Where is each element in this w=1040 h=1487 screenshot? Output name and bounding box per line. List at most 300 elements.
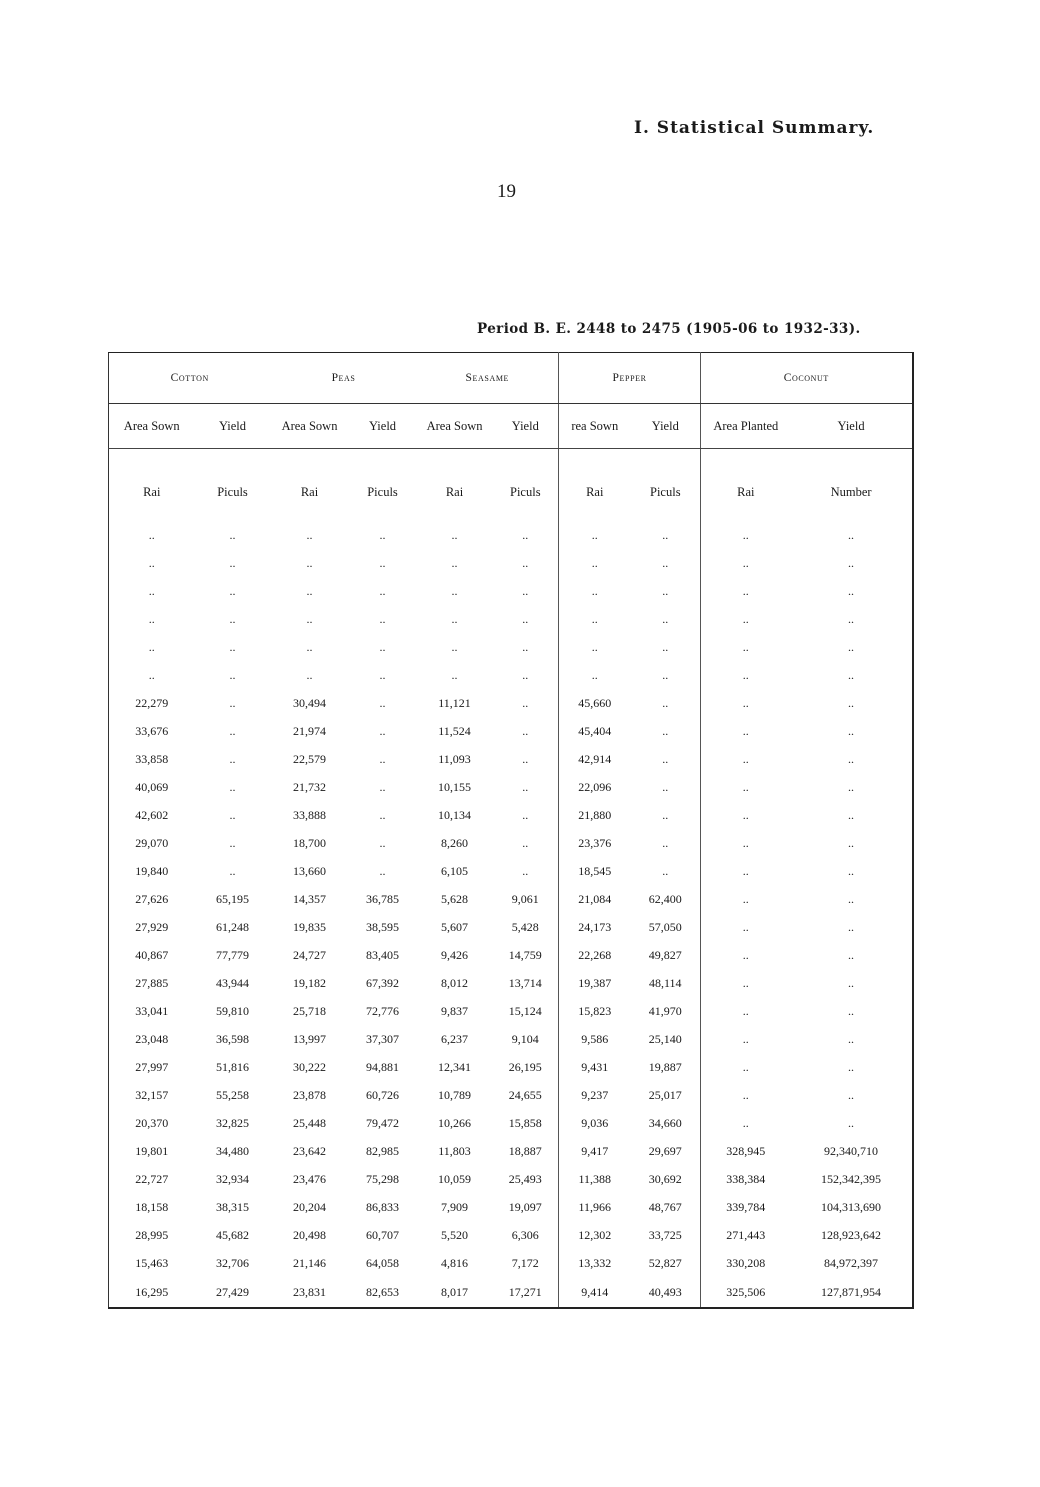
table-cell: 13,997	[293, 1031, 327, 1046]
table-cell: 26,195	[493, 1053, 559, 1081]
table-row	[109, 689, 913, 717]
table-row	[109, 829, 913, 857]
table-cell: 29,070	[109, 829, 195, 857]
crop-header-seasame: Seasame	[417, 353, 559, 404]
table-cell: 60,726	[366, 1087, 400, 1102]
table-cell: ..	[591, 667, 598, 682]
table-cell: ..	[109, 661, 195, 689]
table-cell: 8,017	[417, 1277, 493, 1308]
table-cell: ..	[742, 723, 749, 738]
table-cell: 75,298	[366, 1171, 400, 1186]
table-cell: ..	[791, 689, 913, 717]
table-cell: 65,195	[216, 891, 249, 906]
table-cell: 55,258	[216, 1087, 249, 1102]
table-cell: 11,524	[438, 723, 471, 738]
table-cell: 27,885	[109, 969, 195, 997]
table-cell: 6,105	[441, 863, 469, 878]
table-cell: 33,725	[631, 1221, 701, 1249]
table-cell: ..	[229, 863, 236, 878]
table-cell: ..	[631, 661, 701, 689]
column-header: Yield	[631, 404, 701, 449]
table-cell: 19,835	[293, 919, 327, 934]
table-cell: ..	[306, 611, 313, 626]
table-row	[109, 1081, 913, 1109]
column-header-row	[109, 404, 913, 449]
table-cell: 40,493	[631, 1277, 701, 1308]
unit-label: Rai	[586, 484, 604, 499]
table-cell: ..	[591, 639, 598, 654]
table-cell: ..	[229, 583, 236, 598]
table-row	[109, 521, 913, 549]
table-cell: 21,084	[578, 891, 612, 906]
table-cell: ..	[379, 779, 386, 794]
table-cell: ..	[742, 947, 749, 962]
table-cell: 86,833	[366, 1199, 400, 1214]
table-cell: 13,714	[493, 969, 559, 997]
table-cell: 9,431	[581, 1059, 609, 1074]
table-cell: 30,222	[293, 1059, 327, 1074]
table-cell: ..	[451, 555, 458, 570]
table-cell: 21,732	[293, 779, 327, 794]
table-cell: ..	[631, 521, 701, 549]
table-cell: ..	[379, 723, 386, 738]
table-cell: 9,414	[559, 1277, 631, 1308]
table-cell: 19,387	[578, 975, 612, 990]
table-cell: 24,655	[493, 1081, 559, 1109]
table-cell: 37,307	[366, 1031, 400, 1046]
table-cell: ..	[791, 1053, 913, 1081]
table-cell: 15,823	[578, 1003, 612, 1018]
table-cell: ..	[791, 1025, 913, 1053]
table-cell: 22,096	[578, 779, 612, 794]
table-cell: 19,097	[493, 1193, 559, 1221]
table-row	[109, 745, 913, 773]
table-row	[109, 773, 913, 801]
table-cell: ..	[493, 549, 559, 577]
table-cell: ..	[742, 751, 749, 766]
table-cell: ..	[379, 555, 386, 570]
table-cell: ..	[742, 639, 749, 654]
table-cell: ..	[631, 689, 701, 717]
table-cell: ..	[229, 527, 236, 542]
table-cell: ..	[742, 695, 749, 710]
table-cell: 152,342,395	[791, 1165, 913, 1193]
table-cell: 9,426	[441, 947, 469, 962]
table-cell: 45,682	[216, 1227, 249, 1242]
table-cell: ..	[791, 1081, 913, 1109]
table-cell: ..	[591, 583, 598, 598]
column-header: rea Sown	[559, 404, 631, 449]
table-cell: ..	[631, 829, 701, 857]
table-cell: ..	[742, 779, 749, 794]
table-cell: 23,642	[293, 1143, 327, 1158]
table-cell: ..	[229, 667, 236, 682]
table-row	[109, 997, 913, 1025]
table-cell: 11,388	[578, 1171, 612, 1186]
table-cell: 25,140	[631, 1025, 701, 1053]
table-cell: 10,266	[438, 1115, 472, 1130]
table-cell: 52,827	[631, 1249, 701, 1277]
table-cell: ..	[742, 611, 749, 626]
table-row	[109, 1165, 913, 1193]
table-cell: 330,208	[726, 1255, 766, 1270]
table-cell: ..	[493, 801, 559, 829]
table-cell: 33,676	[109, 717, 195, 745]
table-cell: ..	[229, 611, 236, 626]
table-cell: 21,146	[293, 1255, 327, 1270]
column-header: Area Sown	[417, 404, 493, 449]
table-cell: 328,945	[726, 1143, 766, 1158]
unit-label: Rai	[109, 449, 195, 522]
table-cell: 82,653	[349, 1277, 417, 1308]
table-cell: 127,871,954	[791, 1277, 913, 1308]
table-row	[109, 1249, 913, 1277]
table-cell: 20,370	[109, 1109, 195, 1137]
table-cell: 43,944	[216, 975, 249, 990]
table-cell: 77,779	[216, 947, 249, 962]
table-cell: ..	[631, 717, 701, 745]
table-cell: ..	[109, 633, 195, 661]
table-cell: ..	[229, 695, 236, 710]
table-cell: 45,660	[578, 695, 612, 710]
table-cell: ..	[791, 857, 913, 885]
table-cell: 5,428	[493, 913, 559, 941]
statistics-table-container	[108, 352, 912, 1299]
crop-header-peas: Peas	[271, 353, 417, 404]
crop-header-cotton: Cotton	[109, 353, 271, 404]
table-cell: 22,579	[293, 751, 327, 766]
table-cell: ..	[631, 857, 701, 885]
table-cell: 27,429	[195, 1277, 271, 1308]
column-header: Area Sown	[271, 404, 349, 449]
table-cell: 9,104	[493, 1025, 559, 1053]
table-cell: 19,801	[109, 1137, 195, 1165]
table-cell: ..	[791, 941, 913, 969]
table-cell: ..	[742, 891, 749, 906]
table-cell: ..	[631, 773, 701, 801]
table-row	[109, 661, 913, 689]
table-cell: ..	[229, 807, 236, 822]
table-cell: 271,443	[726, 1227, 766, 1242]
table-cell: 36,785	[366, 891, 400, 906]
table-cell: 29,697	[631, 1137, 701, 1165]
unit-label: Piculs	[631, 449, 701, 522]
table-row	[109, 801, 913, 829]
table-cell: 41,970	[631, 997, 701, 1025]
column-header: Area Planted	[701, 404, 791, 449]
table-cell: 338,384	[726, 1171, 766, 1186]
table-cell: ..	[306, 639, 313, 654]
table-cell: 33,041	[109, 997, 195, 1025]
table-cell: 33,858	[109, 745, 195, 773]
table-cell: 17,271	[493, 1277, 559, 1308]
table-cell: 23,048	[109, 1025, 195, 1053]
table-cell: 32,157	[109, 1081, 195, 1109]
table-cell: 64,058	[366, 1255, 400, 1270]
table-cell: 48,114	[631, 969, 701, 997]
table-cell: 13,332	[578, 1255, 612, 1270]
table-cell: 24,173	[578, 919, 612, 934]
table-cell: ..	[229, 751, 236, 766]
table-cell: ..	[379, 807, 386, 822]
table-cell: 42,602	[109, 801, 195, 829]
table-cell: 325,506	[701, 1277, 791, 1308]
unit-label: Number	[791, 449, 913, 522]
table-cell: 92,340,710	[791, 1137, 913, 1165]
table-row	[109, 549, 913, 577]
table-cell: ..	[742, 583, 749, 598]
table-cell: ..	[791, 521, 913, 549]
table-cell: 72,776	[366, 1003, 400, 1018]
table-cell: 40,867	[109, 941, 195, 969]
table-cell: ..	[306, 667, 313, 682]
table-cell: 13,660	[293, 863, 327, 878]
table-cell: 27,626	[109, 885, 195, 913]
table-cell: 32,825	[216, 1115, 249, 1130]
table-cell: ..	[742, 1087, 749, 1102]
table-cell: ..	[742, 863, 749, 878]
table-cell: 9,837	[441, 1003, 469, 1018]
table-cell: 12,341	[438, 1059, 472, 1074]
table-cell: ..	[379, 751, 386, 766]
crop-header-row	[109, 353, 913, 404]
table-cell: 27,929	[109, 913, 195, 941]
table-cell: 14,357	[293, 891, 327, 906]
table-cell: ..	[306, 527, 313, 542]
table-row	[109, 1221, 913, 1249]
table-cell: 5,628	[441, 891, 469, 906]
table-cell: ..	[742, 835, 749, 850]
table-cell: ..	[451, 639, 458, 654]
table-cell: ..	[306, 555, 313, 570]
table-cell: 12,302	[578, 1227, 612, 1242]
table-cell: ..	[379, 863, 386, 878]
table-cell: 59,810	[216, 1003, 249, 1018]
table-cell: ..	[791, 773, 913, 801]
table-cell: 38,315	[216, 1199, 249, 1214]
table-cell: ..	[379, 639, 386, 654]
table-cell: ..	[742, 1059, 749, 1074]
table-cell: 9,586	[581, 1031, 609, 1046]
table-cell: 48,767	[631, 1193, 701, 1221]
table-cell: 45,404	[578, 723, 612, 738]
unit-label: Piculs	[367, 484, 398, 499]
table-cell: ..	[493, 857, 559, 885]
table-cell: 94,881	[366, 1059, 400, 1074]
table-cell: ..	[631, 577, 701, 605]
table-cell: 9,417	[581, 1143, 609, 1158]
table-cell: 9,237	[581, 1087, 609, 1102]
table-cell: 6,237	[441, 1031, 469, 1046]
table-cell: 16,295	[109, 1277, 195, 1308]
table-row	[109, 1109, 913, 1137]
table-cell: ..	[591, 611, 598, 626]
table-cell: 21,974	[293, 723, 327, 738]
table-cell: 22,268	[578, 947, 612, 962]
table-cell: ..	[742, 1003, 749, 1018]
column-header: Yield	[349, 404, 417, 449]
table-cell: 339,784	[726, 1199, 766, 1214]
column-header: Yield	[791, 404, 913, 449]
page-number: 19	[497, 181, 516, 202]
table-cell: ..	[451, 611, 458, 626]
unit-row	[109, 449, 913, 522]
table-cell: ..	[791, 633, 913, 661]
column-header: Yield	[195, 404, 271, 449]
table-cell: ..	[791, 717, 913, 745]
table-cell: 38,595	[366, 919, 400, 934]
table-cell: ..	[631, 801, 701, 829]
table-cell: ..	[493, 717, 559, 745]
table-cell: 19,182	[293, 975, 327, 990]
table-cell: ..	[379, 527, 386, 542]
table-cell: 6,306	[493, 1221, 559, 1249]
period-title: Period B. E. 2448 to 2475 (1905-06 to 1932-33).	[477, 321, 861, 337]
table-cell: ..	[742, 1115, 749, 1130]
table-cell: ..	[791, 605, 913, 633]
table-cell: ..	[451, 583, 458, 598]
table-cell: 11,121	[438, 695, 471, 710]
section-title: I. Statistical Summary.	[634, 118, 875, 138]
table-cell: 18,545	[578, 863, 612, 878]
table-row	[109, 717, 913, 745]
table-cell: 10,155	[438, 779, 472, 794]
table-cell: ..	[493, 521, 559, 549]
table-cell: 40,069	[109, 773, 195, 801]
table-cell: 34,660	[631, 1109, 701, 1137]
table-cell: ..	[229, 779, 236, 794]
table-cell: ..	[229, 639, 236, 654]
table-row	[109, 885, 913, 913]
table-cell: 82,985	[366, 1143, 400, 1158]
unit-label: Rai	[300, 484, 319, 499]
table-cell: 7,172	[493, 1249, 559, 1277]
table-cell: 5,520	[441, 1227, 469, 1242]
table-cell: ..	[791, 661, 913, 689]
table-cell: ..	[742, 667, 749, 682]
table-cell: 15,463	[109, 1249, 195, 1277]
table-row	[109, 1025, 913, 1053]
table-cell: 23,831	[271, 1277, 349, 1308]
table-cell: 22,727	[109, 1165, 195, 1193]
table-cell: 128,923,642	[791, 1221, 913, 1249]
table-cell: ..	[379, 611, 386, 626]
table-cell: 60,707	[366, 1227, 400, 1242]
table-row	[109, 1053, 913, 1081]
table-cell: ..	[791, 913, 913, 941]
table-row	[109, 605, 913, 633]
table-cell: ..	[493, 605, 559, 633]
table-cell: ..	[493, 577, 559, 605]
unit-label: Piculs	[493, 449, 559, 522]
table-cell: 104,313,690	[791, 1193, 913, 1221]
table-cell: 10,134	[438, 807, 472, 822]
table-cell: 19,887	[631, 1053, 701, 1081]
table-cell: ..	[109, 549, 195, 577]
table-cell: ..	[229, 723, 236, 738]
table-cell: 24,727	[293, 947, 327, 962]
table-cell: 9,036	[581, 1115, 609, 1130]
table-row	[109, 1277, 913, 1308]
table-cell: 20,498	[293, 1227, 327, 1242]
unit-label: Rai	[737, 484, 755, 499]
table-cell: 7,909	[441, 1199, 469, 1214]
table-cell: ..	[229, 835, 236, 850]
table-cell: ..	[451, 667, 458, 682]
table-cell: 8,012	[441, 975, 469, 990]
table-row	[109, 577, 913, 605]
table-cell: ..	[591, 555, 598, 570]
table-cell: ..	[379, 667, 386, 682]
table-cell: 62,400	[631, 885, 701, 913]
table-cell: 61,248	[216, 919, 249, 934]
table-cell: 8,260	[441, 835, 469, 850]
table-cell: 30,692	[631, 1165, 701, 1193]
table-cell: ..	[493, 745, 559, 773]
table-row	[109, 1137, 913, 1165]
table-cell: ..	[493, 829, 559, 857]
table-cell: 11,093	[438, 751, 471, 766]
table-row	[109, 913, 913, 941]
table-cell: 23,878	[293, 1087, 327, 1102]
table-cell: 30,494	[293, 695, 327, 710]
table-cell: 28,995	[109, 1221, 195, 1249]
table-cell: ..	[742, 919, 749, 934]
table-cell: ..	[229, 555, 236, 570]
table-cell: 83,405	[366, 947, 400, 962]
table-cell: ..	[742, 527, 749, 542]
table-cell: ..	[631, 549, 701, 577]
table-cell: 32,706	[216, 1255, 249, 1270]
table-cell: ..	[742, 807, 749, 822]
table-cell: 20,204	[293, 1199, 327, 1214]
table-cell: ..	[742, 975, 749, 990]
table-row	[109, 633, 913, 661]
table-cell: ..	[379, 695, 386, 710]
table-cell: 11,966	[578, 1199, 612, 1214]
table-cell: ..	[791, 1109, 913, 1137]
table-cell: 23,376	[578, 835, 612, 850]
table-cell: 25,448	[293, 1115, 327, 1130]
table-cell: ..	[109, 521, 195, 549]
table-body	[109, 521, 913, 1308]
table-cell: 14,759	[493, 941, 559, 969]
table-cell: ..	[109, 605, 195, 633]
column-header: Area Sown	[109, 404, 195, 449]
table-row	[109, 941, 913, 969]
table-cell: ..	[631, 745, 701, 773]
statistics-table	[108, 352, 914, 1309]
table-cell: 21,880	[578, 807, 612, 822]
table-cell: 25,017	[631, 1081, 701, 1109]
table-cell: ..	[379, 583, 386, 598]
table-cell: ..	[493, 773, 559, 801]
table-cell: 18,700	[293, 835, 327, 850]
table-cell: ..	[791, 969, 913, 997]
table-cell: 84,972,397	[791, 1249, 913, 1277]
table-cell: ..	[493, 661, 559, 689]
table-cell: ..	[591, 527, 598, 542]
table-cell: ..	[791, 745, 913, 773]
table-cell: 34,480	[216, 1143, 249, 1158]
table-cell: ..	[791, 885, 913, 913]
table-cell: 9,061	[493, 885, 559, 913]
table-cell: ..	[791, 997, 913, 1025]
table-row	[109, 857, 913, 885]
crop-header-pepper: Pepper	[559, 353, 701, 404]
table-cell: 4,816	[441, 1255, 469, 1270]
column-header: Yield	[493, 404, 559, 449]
